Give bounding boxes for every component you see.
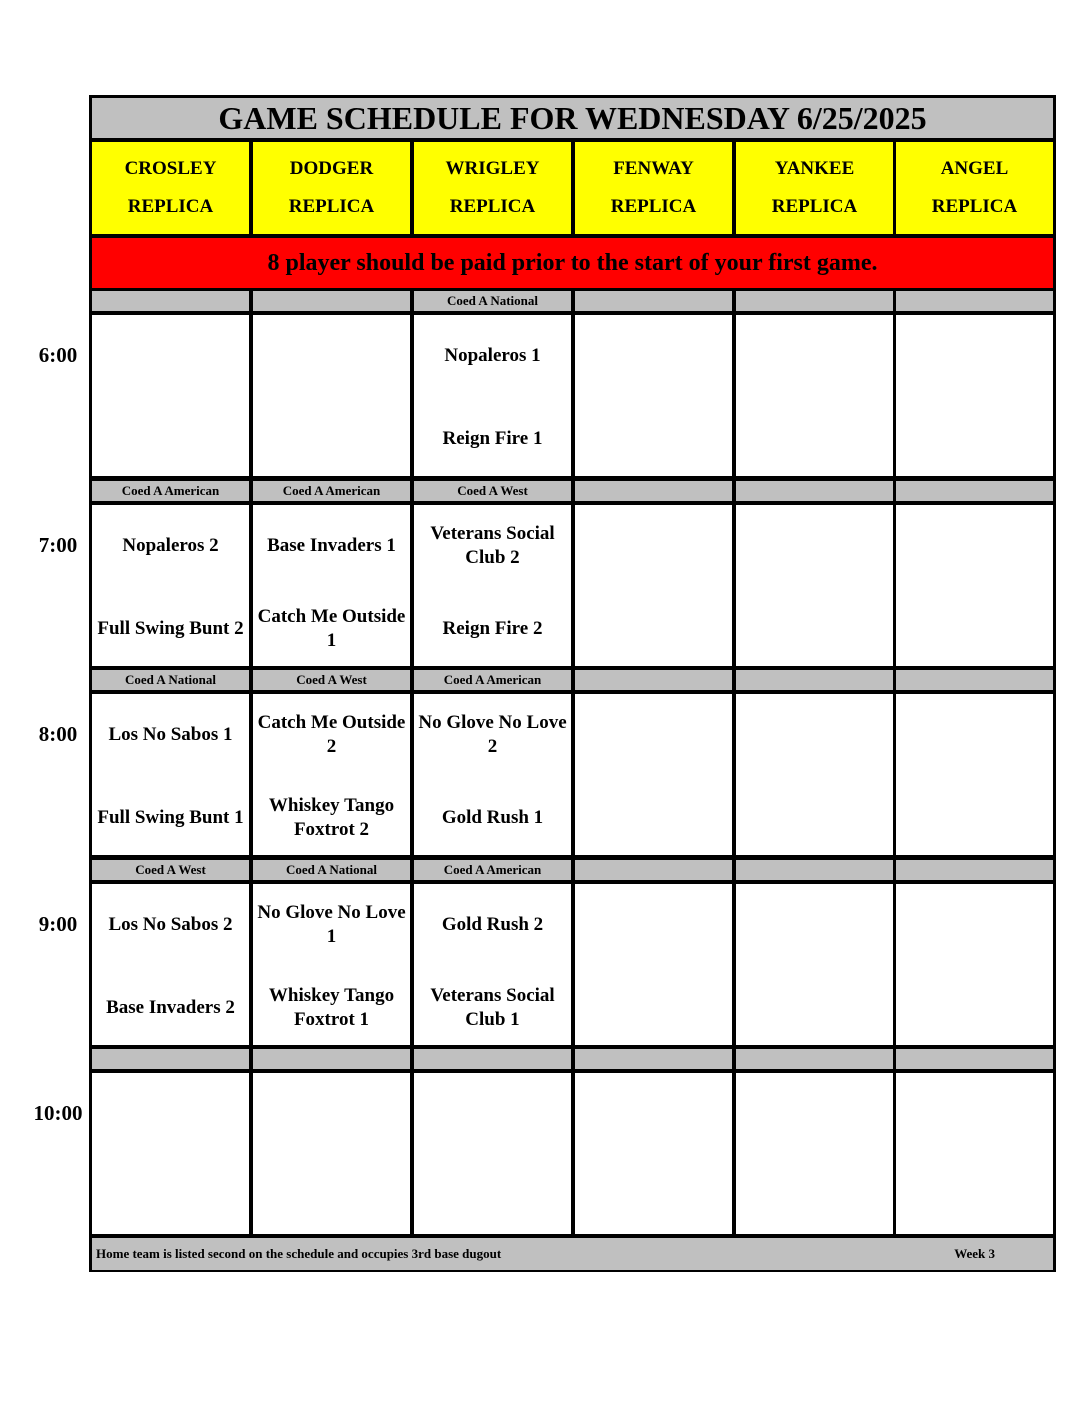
home-team: Whiskey Tango Foxtrot 2 bbox=[268, 795, 395, 840]
away-team: No Glove No Love 2 bbox=[418, 712, 567, 757]
division-label: Coed A National bbox=[92, 670, 249, 690]
away-team: No Glove No Love 1 bbox=[257, 902, 406, 947]
game-cell bbox=[92, 1073, 249, 1234]
field-header-dodger bbox=[253, 142, 410, 234]
division-label bbox=[253, 1049, 410, 1069]
game-cell bbox=[896, 884, 1053, 1045]
game-cell bbox=[896, 315, 1053, 476]
home-team: Gold Rush 1 bbox=[441, 807, 544, 828]
division-label bbox=[896, 1049, 1053, 1069]
time-label: 6:00 bbox=[38, 343, 78, 367]
division-label bbox=[92, 291, 249, 311]
game-cell bbox=[736, 505, 893, 666]
footer-note: Home team is listed second on the schedule and occupies 3rd base dugout bbox=[96, 1246, 502, 1261]
field-name: DODGER bbox=[289, 158, 374, 179]
field-name: FENWAY bbox=[613, 158, 694, 179]
game-cell bbox=[253, 315, 410, 476]
division-label bbox=[736, 1049, 893, 1069]
home-team: Catch Me Outside 1 bbox=[257, 606, 406, 651]
away-team: Los No Sabos 2 bbox=[108, 914, 233, 935]
schedule-sheet bbox=[89, 95, 1056, 1272]
home-team: Base Invaders 2 bbox=[106, 997, 235, 1018]
payment-notice: 8 player should be paid prior to the start of your first game. bbox=[92, 238, 1053, 288]
division-label bbox=[896, 291, 1053, 311]
division-label bbox=[253, 291, 410, 311]
away-team: Los No Sabos 1 bbox=[108, 724, 233, 745]
footer bbox=[92, 1238, 1053, 1270]
game-cell bbox=[414, 694, 571, 855]
division-label bbox=[736, 291, 893, 311]
field-header-crosley bbox=[92, 142, 249, 234]
division-label bbox=[736, 860, 893, 880]
game-cell bbox=[253, 1073, 410, 1234]
field-sub: REPLICA bbox=[771, 196, 858, 217]
game-cell bbox=[896, 1073, 1053, 1234]
division-label bbox=[575, 291, 732, 311]
game-cell bbox=[896, 505, 1053, 666]
division-label bbox=[896, 670, 1053, 690]
time-label: 8:00 bbox=[38, 722, 78, 746]
away-team: Nopaleros 2 bbox=[122, 535, 219, 556]
division-label bbox=[736, 481, 893, 501]
away-team: Gold Rush 2 bbox=[441, 914, 544, 935]
division-label bbox=[92, 1049, 249, 1069]
division-label: Coed A National bbox=[414, 291, 571, 311]
division-label bbox=[575, 670, 732, 690]
game-cell bbox=[736, 1073, 893, 1234]
game-cell bbox=[575, 505, 732, 666]
away-team: Catch Me Outside 2 bbox=[257, 712, 406, 757]
game-cell bbox=[896, 694, 1053, 855]
division-label: Coed A West bbox=[414, 481, 571, 501]
game-cell bbox=[736, 884, 893, 1045]
home-team: Reign Fire 2 bbox=[442, 618, 543, 639]
division-label: Coed A American bbox=[414, 670, 571, 690]
division-label bbox=[575, 1049, 732, 1069]
field-header-yankee bbox=[736, 142, 893, 234]
game-cell bbox=[414, 1073, 571, 1234]
division-label: Coed A National bbox=[253, 860, 410, 880]
game-cell bbox=[736, 694, 893, 855]
home-team: Veterans Social Club 1 bbox=[430, 985, 555, 1030]
field-name: YANKEE bbox=[774, 158, 855, 179]
time-label: 7:00 bbox=[38, 533, 78, 557]
division-label bbox=[736, 670, 893, 690]
home-team: Full Swing Bunt 2 bbox=[97, 618, 244, 639]
footer-week: Week 3 bbox=[954, 1246, 995, 1261]
division-label: Coed A American bbox=[253, 481, 410, 501]
game-cell bbox=[575, 884, 732, 1045]
home-team: Whiskey Tango Foxtrot 1 bbox=[268, 985, 395, 1030]
game-cell bbox=[736, 315, 893, 476]
home-team: Full Swing Bunt 1 bbox=[97, 807, 244, 828]
division-label: Coed A American bbox=[92, 481, 249, 501]
game-cell bbox=[92, 694, 249, 855]
field-header-wrigley bbox=[414, 142, 571, 234]
game-cell bbox=[253, 694, 410, 855]
time-label: 10:00 bbox=[33, 1101, 83, 1125]
game-cell bbox=[575, 694, 732, 855]
away-team: Base Invaders 1 bbox=[267, 535, 396, 556]
page-title: GAME SCHEDULE FOR WEDNESDAY 6/25/2025 bbox=[92, 98, 1053, 138]
game-cell bbox=[92, 315, 249, 476]
field-header-fenway bbox=[575, 142, 732, 234]
game-cell bbox=[253, 884, 410, 1045]
game-cell bbox=[414, 315, 571, 476]
field-sub: REPLICA bbox=[931, 196, 1018, 217]
field-name: WRIGLEY bbox=[445, 158, 540, 179]
division-label bbox=[896, 860, 1053, 880]
game-cell bbox=[575, 315, 732, 476]
game-cell bbox=[414, 505, 571, 666]
division-label bbox=[896, 481, 1053, 501]
game-cell bbox=[253, 505, 410, 666]
home-team: Reign Fire 1 bbox=[442, 428, 543, 449]
field-header-angel bbox=[896, 142, 1053, 234]
division-label: Coed A American bbox=[414, 860, 571, 880]
field-sub: REPLICA bbox=[449, 196, 536, 217]
field-sub: REPLICA bbox=[288, 196, 375, 217]
division-label bbox=[414, 1049, 571, 1069]
division-label bbox=[575, 481, 732, 501]
field-name: CROSLEY bbox=[124, 158, 217, 179]
division-label bbox=[575, 860, 732, 880]
game-cell bbox=[92, 884, 249, 1045]
game-cell bbox=[92, 505, 249, 666]
field-sub: REPLICA bbox=[127, 196, 214, 217]
away-team: Veterans Social Club 2 bbox=[430, 523, 555, 568]
game-cell bbox=[414, 884, 571, 1045]
division-label: Coed A West bbox=[92, 860, 249, 880]
away-team: Nopaleros 1 bbox=[444, 345, 541, 366]
game-cell bbox=[575, 1073, 732, 1234]
field-sub: REPLICA bbox=[610, 196, 697, 217]
field-name: ANGEL bbox=[940, 158, 1009, 179]
division-label: Coed A West bbox=[253, 670, 410, 690]
time-label: 9:00 bbox=[38, 912, 78, 936]
